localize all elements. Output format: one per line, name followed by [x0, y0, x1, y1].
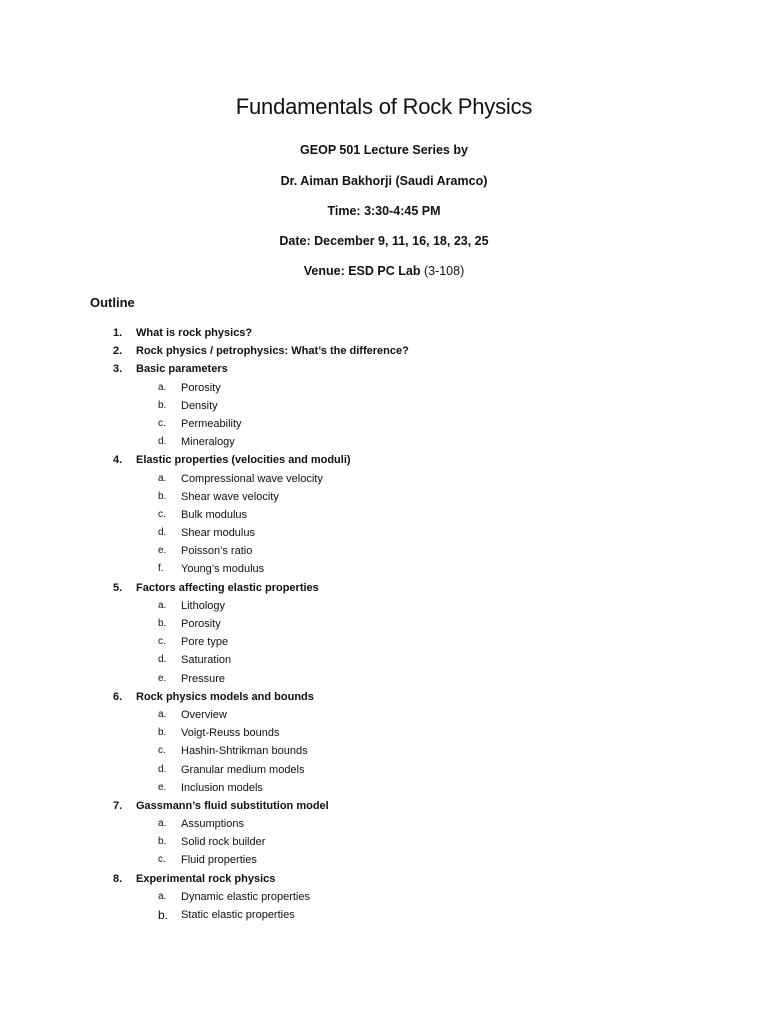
outline-subitem-text: Young’s modulus [181, 563, 265, 576]
outline-subitem-letter: e. [158, 781, 167, 793]
outline-subitem [0, 815, 768, 833]
lecturer-line: Dr. Aiman Bakhorji (Saudi Aramco) [280, 174, 488, 188]
outline-subitem-text: Permeability [181, 417, 242, 430]
outline-subitem-letter: c. [158, 636, 166, 648]
outline-subitem [0, 488, 768, 506]
outline-item [0, 870, 768, 888]
outline-subitem-letter: c. [158, 417, 166, 429]
outline-subitem [0, 724, 768, 742]
outline-subitem-letter: b. [158, 908, 169, 922]
outline-item-number: 2. [113, 345, 123, 358]
outline-subitem [0, 397, 768, 415]
outline-subitem [0, 888, 768, 906]
outline-subitem [0, 670, 768, 688]
outline-subitem [0, 470, 768, 488]
course-line: GEOP 501 Lecture Series by [300, 143, 468, 157]
outline-subitem [0, 506, 768, 524]
outline-subitem [0, 906, 768, 924]
outline-subitem [0, 542, 768, 560]
outline-subitem [0, 597, 768, 615]
outline-list [0, 324, 768, 924]
outline-item [0, 688, 768, 706]
outline-subitem-text: Fluid properties [181, 854, 257, 867]
outline-subitem [0, 415, 768, 433]
outline-item [0, 451, 768, 469]
outline-item [0, 579, 768, 597]
outline-item-number: 7. [113, 799, 123, 812]
outline-subitem-letter: d. [158, 654, 167, 666]
outline-subitem-text: Granular medium models [181, 763, 305, 776]
outline-subitem-text: Assumptions [181, 818, 244, 831]
outline-subitem-letter: c. [158, 745, 166, 757]
outline-item [0, 797, 768, 815]
outline-item-number: 6. [113, 690, 123, 703]
venue-room: (3-108) [423, 264, 465, 278]
outline-subitem-letter: b. [158, 727, 167, 739]
outline-subitem-letter: d. [158, 763, 167, 775]
outline-subitem-text: Dynamic elastic properties [181, 890, 310, 903]
document-title: Fundamentals of Rock Physics [235, 94, 533, 119]
outline-subitem [0, 706, 768, 724]
outline-subitem-text: Saturation [181, 654, 232, 667]
outline-subitem [0, 633, 768, 651]
outline-subitem-text: Overview [181, 708, 227, 721]
outline-item-text: Elastic properties (velocities and moduli) [136, 454, 351, 467]
outline-item-text: Factors affecting elastic properties [136, 581, 319, 594]
date-line: Date: December 9, 11, 16, 18, 23, 25 [279, 234, 489, 248]
outline-subitem-letter: b. [158, 618, 167, 629]
outline-subitem-text: Inclusion models [181, 781, 263, 794]
outline-subitem-text: Shear modulus [181, 527, 255, 540]
outline-subitem-text: Porosity [181, 618, 221, 630]
outline-subitem-letter: a. [158, 381, 167, 393]
outline-subitem-letter: a. [158, 472, 167, 484]
outline-subitem-letter: c. [158, 508, 166, 520]
outline-subitem-letter: a. [158, 818, 167, 830]
outline-subitem [0, 761, 768, 779]
outline-subitem-text: Density [181, 399, 218, 412]
outline-subitem-letter: b. [158, 399, 167, 411]
outline-subitem-letter: c. [158, 854, 166, 866]
outline-item-text: What is rock physics? [136, 327, 253, 339]
outline-item-text: Gassmann’s fluid substitution model [136, 799, 329, 812]
outline-item-text: Rock physics models and bounds [136, 690, 314, 703]
outline-item [0, 342, 768, 360]
outline-item-number: 4. [113, 454, 123, 467]
outline-subitem-text: Shear wave velocity [181, 490, 279, 503]
outline-subitem-letter: e. [158, 672, 167, 684]
outline-item [0, 360, 768, 378]
outline-subitem-text: Solid rock builder [181, 836, 266, 849]
venue-line [0, 264, 768, 278]
outline-heading: Outline [90, 295, 135, 310]
outline-subitem-text: Pressure [181, 672, 226, 685]
outline-item-number: 1. [113, 327, 123, 339]
outline-subitem-text: Compressional wave velocity [181, 472, 323, 485]
outline-subitem [0, 379, 768, 397]
outline-subitem-text: Lithology [181, 599, 226, 612]
outline-subitem-letter: a. [158, 599, 167, 611]
outline-subitem-letter: b. [158, 490, 167, 502]
outline-subitem-letter: d. [158, 527, 167, 539]
outline-subitem [0, 851, 768, 869]
outline-subitem-letter: d. [158, 436, 167, 448]
outline-subitem-text: Static elastic properties [181, 909, 295, 921]
outline-item [0, 324, 768, 342]
outline-item-text: Rock physics / petrophysics: What’s the difference? [136, 345, 409, 358]
outline-subitem [0, 560, 768, 578]
outline-subitem-letter: a. [158, 890, 167, 902]
outline-subitem-text: Pore type [181, 636, 229, 649]
outline-item-number: 3. [113, 363, 123, 376]
outline-subitem-letter: e. [158, 545, 167, 557]
outline-item-text: Basic parameters [136, 363, 228, 376]
outline-item-text: Experimental rock physics [136, 872, 276, 885]
outline-subitem-text: Voigt-Reuss bounds [181, 727, 280, 740]
outline-subitem-text: Bulk modulus [181, 508, 248, 521]
outline-item-number: 8. [113, 872, 123, 885]
outline-subitem-letter: b. [158, 836, 167, 848]
outline-subitem-text: Hashin-Shtrikman bounds [181, 745, 308, 758]
outline-subitem [0, 615, 768, 633]
outline-subitem [0, 779, 768, 797]
outline-subitem-text: Porosity [181, 381, 221, 394]
outline-subitem [0, 433, 768, 451]
time-line: Time: 3:30-4:45 PM [327, 204, 441, 218]
outline-subitem [0, 524, 768, 542]
outline-item-number: 5. [113, 581, 123, 594]
outline-subitem-letter: f. [158, 563, 164, 575]
outline-subitem [0, 742, 768, 760]
outline-subitem [0, 651, 768, 669]
outline-subitem-text: Poisson’s ratio [181, 545, 253, 558]
venue-label: Venue: ESD PC Lab [303, 264, 424, 278]
outline-subitem-text: Mineralogy [181, 436, 235, 449]
outline-subitem [0, 833, 768, 851]
outline-subitem-letter: a. [158, 708, 167, 720]
